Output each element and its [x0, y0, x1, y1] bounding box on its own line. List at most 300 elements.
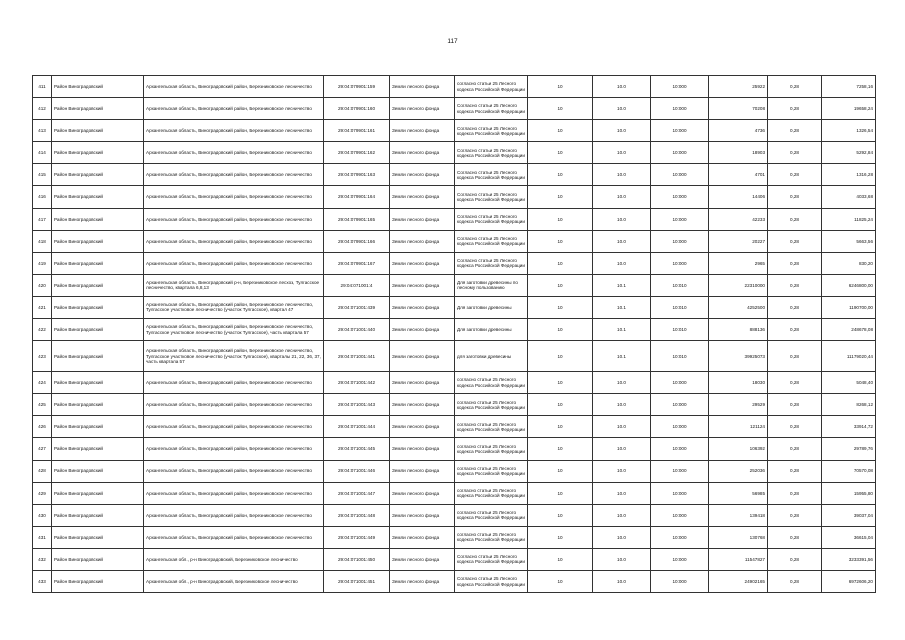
basis-cell: согласно статьи 25 Лесного кодекса Российской Федерации — [455, 438, 528, 460]
rate-cell: 0,28 — [768, 274, 822, 296]
table-row — [33, 274, 876, 296]
basis-cell: Согласно статьи 25 Лесного кодекса Российской Федерации — [455, 548, 528, 570]
table-row — [33, 319, 876, 341]
cadastral-number-cell: 29:04:079901:166 — [324, 230, 390, 252]
sum-cell: 5663,56 — [822, 230, 876, 252]
rate-cell: 0,28 — [768, 372, 822, 394]
rate-cell: 0,28 — [768, 164, 822, 186]
cadastral-number-cell: 29:04:071001:448 — [324, 504, 390, 526]
location-cell: Архангельская область, Виноградовский район, Березниковское лесничество, Тулгасское участковое лесничество (участок Тулгасское), часть квартала 57 — [144, 319, 324, 341]
land-category-cell: Земли лесного фонда — [390, 186, 455, 208]
row-number: 432 — [33, 548, 52, 570]
land-category-cell: Земли лесного фонда — [390, 504, 455, 526]
land-category-cell: Земли лесного фонда — [390, 526, 455, 548]
row-number: 419 — [33, 252, 52, 274]
rate-cell: 0,28 — [768, 526, 822, 548]
sum-cell: 6972606,20 — [822, 570, 876, 592]
code-cell: 10:000 — [651, 164, 709, 186]
area-cell: 2965 — [709, 252, 768, 274]
code-cell: 10.0 — [593, 76, 651, 98]
code-cell: 10.1 — [593, 274, 651, 296]
cadastral-number-cell: 29:04:071001:451 — [324, 570, 390, 592]
district-cell: Район Виноградовский — [52, 482, 144, 504]
sum-cell: 29789,76 — [822, 438, 876, 460]
table-row — [33, 296, 876, 318]
cadastral-number-cell: 29:04:079901:162 — [324, 142, 390, 164]
location-cell: Архангельская область, Виноградовский р-н, Березниковское лесхоз, Тулгасское лесничество, квартала 6,8,13 — [144, 274, 324, 296]
code-cell: 10 — [528, 164, 593, 186]
land-category-cell: Земли лесного фонда — [390, 372, 455, 394]
location-cell: Архангельская область, Виноградовский район, Березниковское лесничество — [144, 482, 324, 504]
district-cell: Район Виноградовский — [52, 186, 144, 208]
row-number: 421 — [33, 296, 52, 318]
basis-cell: Для заготовки древесины по лесному пользованию — [455, 274, 528, 296]
land-category-cell: Земли лесного фонда — [390, 142, 455, 164]
location-cell: Архангельская обл., р-н Виноградовский, Березниковское лесничество — [144, 548, 324, 570]
code-cell: 10:000 — [651, 230, 709, 252]
code-cell: 10.0 — [593, 548, 651, 570]
code-cell: 10 — [528, 482, 593, 504]
rate-cell: 0,28 — [768, 416, 822, 438]
basis-cell: Согласно статьи 25 Лесного кодекса Российской Федерации — [455, 120, 528, 142]
code-cell: 10:000 — [651, 372, 709, 394]
cadastral-number-cell: 29:04:071001:439 — [324, 296, 390, 318]
rate-cell: 0,28 — [768, 394, 822, 416]
location-cell: Архангельская область, Виноградовский район, Березниковское лесничество — [144, 252, 324, 274]
table-row — [33, 438, 876, 460]
cadastral-number-cell: 29:04:071001:449 — [324, 526, 390, 548]
table-row — [33, 570, 876, 592]
basis-cell: согласно статьи 25 Лесного кодекса Российской Федерации — [455, 460, 528, 482]
area-cell: 130768 — [709, 526, 768, 548]
cadastral-number-cell: 29:04:079901:159 — [324, 76, 390, 98]
row-number: 426 — [33, 416, 52, 438]
code-cell: 10.1 — [593, 319, 651, 341]
code-cell: 10 — [528, 372, 593, 394]
table-row — [33, 252, 876, 274]
land-register-table — [32, 75, 876, 593]
area-cell: 24902165 — [709, 570, 768, 592]
district-cell: Район Виноградовский — [52, 252, 144, 274]
area-cell: 121124 — [709, 416, 768, 438]
code-cell: 10 — [528, 319, 593, 341]
table-row — [33, 164, 876, 186]
location-cell: Архангельская обл., р-н Виноградовский, Березниковское лесничество — [144, 570, 324, 592]
cadastral-number-cell: 29:04:071001:445 — [324, 438, 390, 460]
code-cell: 10 — [528, 296, 593, 318]
cadastral-number-cell: 29:04:071001:444 — [324, 416, 390, 438]
sum-cell: 19658,24 — [822, 98, 876, 120]
district-cell: Район Виноградовский — [52, 341, 144, 372]
basis-cell: для заготовки древесины — [455, 341, 528, 372]
cadastral-number-cell: 29:04:071001:447 — [324, 482, 390, 504]
basis-cell: согласно статьи 25 Лесного кодекса Российской Федерации — [455, 76, 528, 98]
land-category-cell: Земли лесного фонда — [390, 208, 455, 230]
rate-cell: 0,28 — [768, 76, 822, 98]
rate-cell: 0,28 — [768, 570, 822, 592]
row-number: 425 — [33, 394, 52, 416]
basis-cell: Согласно статьи 25 Лесного кодекса Российской Федерации — [455, 142, 528, 164]
row-number: 420 — [33, 274, 52, 296]
district-cell: Район Виноградовский — [52, 548, 144, 570]
code-cell: 10:000 — [651, 526, 709, 548]
code-cell: 10 — [528, 274, 593, 296]
table-row — [33, 186, 876, 208]
location-cell: Архангельская область, Виноградовский район, Березниковское лесничество — [144, 76, 324, 98]
location-cell: Архангельская область, Виноградовский район, Березниковское лесничество — [144, 526, 324, 548]
table-row — [33, 230, 876, 252]
sum-cell: 5048,40 — [822, 372, 876, 394]
rate-cell: 0,28 — [768, 504, 822, 526]
sum-cell: 3233391,56 — [822, 548, 876, 570]
row-number: 416 — [33, 186, 52, 208]
location-cell: Архангельская область, Виноградовский район, Березниковское лесничество — [144, 186, 324, 208]
code-cell: 10 — [528, 208, 593, 230]
area-cell: 18903 — [709, 142, 768, 164]
cadastral-number-cell: 29:04:071001:4 — [324, 274, 390, 296]
code-cell: 10.1 — [593, 341, 651, 372]
district-cell: Район Виноградовский — [52, 142, 144, 164]
code-cell: 10 — [528, 526, 593, 548]
location-cell: Архангельская область, Виноградовский район, Березниковское лесничество — [144, 438, 324, 460]
location-cell: Архангельская область, Виноградовский район, Березниковское лесничество — [144, 416, 324, 438]
land-category-cell: Земли лесного фонда — [390, 164, 455, 186]
rate-cell: 0,28 — [768, 548, 822, 570]
row-number: 428 — [33, 460, 52, 482]
cadastral-number-cell: 29:04:071001:443 — [324, 394, 390, 416]
rate-cell: 0,28 — [768, 230, 822, 252]
basis-cell: согласно статьи 25 Лесного кодекса Российской Федерации — [455, 504, 528, 526]
row-number: 427 — [33, 438, 52, 460]
code-cell: 10.0 — [593, 252, 651, 274]
code-cell: 10 — [528, 504, 593, 526]
code-cell: 10 — [528, 341, 593, 372]
area-cell: 11547827 — [709, 548, 768, 570]
table-row — [33, 548, 876, 570]
code-cell: 10:000 — [651, 76, 709, 98]
rate-cell: 0,28 — [768, 482, 822, 504]
land-category-cell: Земли лесного фонда — [390, 98, 455, 120]
code-cell: 10.0 — [593, 98, 651, 120]
land-category-cell: Земли лесного фонда — [390, 319, 455, 341]
row-number: 418 — [33, 230, 52, 252]
code-cell: 10.0 — [593, 208, 651, 230]
area-cell: 20227 — [709, 230, 768, 252]
rate-cell: 0,28 — [768, 252, 822, 274]
district-cell: Район Виноградовский — [52, 76, 144, 98]
sum-cell: 70570,08 — [822, 460, 876, 482]
location-cell: Архангельская область, Виноградовский район, Березниковское лесничество — [144, 372, 324, 394]
code-cell: 10 — [528, 230, 593, 252]
rate-cell: 0,28 — [768, 186, 822, 208]
land-category-cell: Земли лесного фонда — [390, 570, 455, 592]
code-cell: 10.0 — [593, 120, 651, 142]
table-row — [33, 98, 876, 120]
code-cell: 10.0 — [593, 526, 651, 548]
district-cell: Район Виноградовский — [52, 120, 144, 142]
table-row — [33, 372, 876, 394]
basis-cell: согласно статьи 25 Лесного кодекса Российской Федерации — [455, 416, 528, 438]
row-number: 429 — [33, 482, 52, 504]
table-row — [33, 120, 876, 142]
cadastral-number-cell: 29:04:079901:161 — [324, 120, 390, 142]
district-cell: Район Виноградовский — [52, 504, 144, 526]
district-cell: Район Виноградовский — [52, 319, 144, 341]
rate-cell: 0,28 — [768, 319, 822, 341]
area-cell: 252036 — [709, 460, 768, 482]
land-category-cell: Земли лесного фонда — [390, 438, 455, 460]
location-cell: Архангельская область, Виноградовский район, Березниковское лесничество — [144, 142, 324, 164]
basis-cell: Согласно статьи 25 Лесного кодекса Российской Федерации — [455, 186, 528, 208]
rate-cell: 0,28 — [768, 208, 822, 230]
area-cell: 42233 — [709, 208, 768, 230]
code-cell: 10:000 — [651, 460, 709, 482]
sum-cell: 1326,54 — [822, 120, 876, 142]
row-number: 430 — [33, 504, 52, 526]
code-cell: 10:000 — [651, 548, 709, 570]
district-cell: Район Виноградовский — [52, 460, 144, 482]
table-row — [33, 341, 876, 372]
basis-cell: согласно статьи 25 Лесного кодекса Российской Федерации — [455, 526, 528, 548]
district-cell: Район Виноградовский — [52, 372, 144, 394]
area-cell: 14406 — [709, 186, 768, 208]
district-cell: Район Виноградовский — [52, 274, 144, 296]
table-row — [33, 526, 876, 548]
code-cell: 10.0 — [593, 438, 651, 460]
row-number: 423 — [33, 341, 52, 372]
area-cell: 29529 — [709, 394, 768, 416]
code-cell: 10 — [528, 438, 593, 460]
code-cell: 10 — [528, 570, 593, 592]
rate-cell: 0,28 — [768, 341, 822, 372]
code-cell: 10.0 — [593, 186, 651, 208]
location-cell: Архангельская область, Виноградовский район, Березниковское лесничество — [144, 120, 324, 142]
sum-cell: 1190700,00 — [822, 296, 876, 318]
district-cell: Район Виноградовский — [52, 230, 144, 252]
location-cell: Архангельская область, Виноградовский район, Березниковское лесничество — [144, 504, 324, 526]
basis-cell: согласно статьи 25 Лесного кодекса Российской Федерации — [455, 372, 528, 394]
district-cell: Район Виноградовский — [52, 438, 144, 460]
location-cell: Архангельская область, Виноградовский район, Березниковское лесничество, Тулгасское участковое лесничество (участок Тулгасское), кварталы 21, 22, 36, 37, часть квартала 57 — [144, 341, 324, 372]
sum-cell: 15955,80 — [822, 482, 876, 504]
area-cell: 39925073 — [709, 341, 768, 372]
area-cell: 70208 — [709, 98, 768, 120]
code-cell: 10:010 — [651, 274, 709, 296]
rate-cell: 0,28 — [768, 120, 822, 142]
code-cell: 10.0 — [593, 142, 651, 164]
cadastral-number-cell: 29:04:071001:450 — [324, 548, 390, 570]
basis-cell: Для заготовки древесины — [455, 296, 528, 318]
table-row — [33, 394, 876, 416]
code-cell: 10 — [528, 120, 593, 142]
row-number: 422 — [33, 319, 52, 341]
sum-cell: 11825,24 — [822, 208, 876, 230]
code-cell: 10:000 — [651, 438, 709, 460]
code-cell: 10:000 — [651, 142, 709, 164]
code-cell: 10:000 — [651, 570, 709, 592]
district-cell: Район Виноградовский — [52, 526, 144, 548]
rate-cell: 0,28 — [768, 460, 822, 482]
sum-cell: 7258,16 — [822, 76, 876, 98]
cadastral-number-cell: 29:04:079901:167 — [324, 252, 390, 274]
cadastral-number-cell: 29:04:071001:440 — [324, 319, 390, 341]
rate-cell: 0,28 — [768, 142, 822, 164]
sum-cell: 36615,04 — [822, 526, 876, 548]
land-category-cell: Земли лесного фонда — [390, 296, 455, 318]
district-cell: Район Виноградовский — [52, 208, 144, 230]
row-number: 424 — [33, 372, 52, 394]
cadastral-number-cell: 29:04:079901:165 — [324, 208, 390, 230]
basis-cell: Согласно статьи 25 Лесного кодекса Российской Федерации — [455, 252, 528, 274]
code-cell: 10:000 — [651, 504, 709, 526]
land-category-cell: Земли лесного фонда — [390, 460, 455, 482]
code-cell: 10 — [528, 252, 593, 274]
area-cell: 22310000 — [709, 274, 768, 296]
row-number: 417 — [33, 208, 52, 230]
basis-cell: Согласно статьи 25 Лесного кодекса Российской Федерации — [455, 570, 528, 592]
code-cell: 10 — [528, 98, 593, 120]
land-category-cell: Земли лесного фонда — [390, 394, 455, 416]
district-cell: Район Виноградовский — [52, 416, 144, 438]
row-number: 415 — [33, 164, 52, 186]
row-number: 412 — [33, 98, 52, 120]
basis-cell: Для заготовки древесины — [455, 319, 528, 341]
code-cell: 10:010 — [651, 341, 709, 372]
location-cell: Архангельская область, Виноградовский район, Березниковское лесничество — [144, 98, 324, 120]
cadastral-number-cell: 29:04:079901:164 — [324, 186, 390, 208]
code-cell: 10:010 — [651, 319, 709, 341]
location-cell: Архангельская область, Виноградовский район, Березниковское лесничество — [144, 208, 324, 230]
location-cell: Архангельская область, Виноградовский район, Березниковское лесничество — [144, 460, 324, 482]
cadastral-number-cell: 29:04:071001:441 — [324, 341, 390, 372]
code-cell: 10 — [528, 76, 593, 98]
code-cell: 10 — [528, 460, 593, 482]
cadastral-number-cell: 29:04:071001:446 — [324, 460, 390, 482]
code-cell: 10:000 — [651, 416, 709, 438]
code-cell: 10.0 — [593, 460, 651, 482]
area-cell: 18030 — [709, 372, 768, 394]
land-category-cell: Земли лесного фонда — [390, 416, 455, 438]
row-number: 431 — [33, 526, 52, 548]
table-row — [33, 416, 876, 438]
district-cell: Район Виноградовский — [52, 98, 144, 120]
district-cell: Район Виноградовский — [52, 296, 144, 318]
rate-cell: 0,28 — [768, 438, 822, 460]
code-cell: 10 — [528, 394, 593, 416]
row-number: 413 — [33, 120, 52, 142]
code-cell: 10:000 — [651, 482, 709, 504]
area-cell: 139418 — [709, 504, 768, 526]
land-category-cell: Земли лесного фонда — [390, 252, 455, 274]
code-cell: 10:000 — [651, 252, 709, 274]
sum-cell: 248678,08 — [822, 319, 876, 341]
code-cell: 10 — [528, 548, 593, 570]
sum-cell: 8268,12 — [822, 394, 876, 416]
area-cell: 4736 — [709, 120, 768, 142]
land-category-cell: Земли лесного фонда — [390, 482, 455, 504]
sum-cell: 5292,84 — [822, 142, 876, 164]
basis-cell: Согласно статьи 25 Лесного кодекса Российской Федерации — [455, 98, 528, 120]
land-category-cell: Земли лесного фонда — [390, 341, 455, 372]
cadastral-number-cell: 29:04:079901:160 — [324, 98, 390, 120]
land-category-cell: Земли лесного фонда — [390, 274, 455, 296]
sum-cell: 11179020,44 — [822, 341, 876, 372]
code-cell: 10 — [528, 186, 593, 208]
sum-cell: 830,20 — [822, 252, 876, 274]
code-cell: 10.0 — [593, 504, 651, 526]
code-cell: 10.0 — [593, 164, 651, 186]
area-cell: 888136 — [709, 319, 768, 341]
basis-cell: Согласно статьи 25 Лесного кодекса Российской Федерации — [455, 230, 528, 252]
district-cell: Район Виноградовский — [52, 394, 144, 416]
land-category-cell: Земли лесного фонда — [390, 120, 455, 142]
table-row — [33, 208, 876, 230]
cadastral-number-cell: 29:04:071001:442 — [324, 372, 390, 394]
rate-cell: 0,28 — [768, 296, 822, 318]
area-cell: 25922 — [709, 76, 768, 98]
row-number: 414 — [33, 142, 52, 164]
location-cell: Архангельская область, Виноградовский район, Березниковское лесничество — [144, 164, 324, 186]
code-cell: 10.0 — [593, 482, 651, 504]
sum-cell: 4033,68 — [822, 186, 876, 208]
code-cell: 10:000 — [651, 98, 709, 120]
basis-cell: Согласно статьи 25 Лесного кодекса Российской Федерации — [455, 208, 528, 230]
code-cell: 10.0 — [593, 416, 651, 438]
basis-cell: согласно статьи 25 Лесного кодекса Российской Федерации — [455, 394, 528, 416]
district-cell: Район Виноградовский — [52, 570, 144, 592]
code-cell: 10 — [528, 416, 593, 438]
table-row — [33, 76, 876, 98]
location-cell: Архангельская область, Виноградовский район, Березниковское лесничество, Тулгасское участковое лесничество (участок Тулгасское), квартал 47 — [144, 296, 324, 318]
district-cell: Район Виноградовский — [52, 164, 144, 186]
code-cell: 10:000 — [651, 208, 709, 230]
code-cell: 10:000 — [651, 120, 709, 142]
code-cell: 10:000 — [651, 186, 709, 208]
sum-cell: 39037,04 — [822, 504, 876, 526]
cadastral-number-cell: 29:04:079901:163 — [324, 164, 390, 186]
area-cell: 106392 — [709, 438, 768, 460]
sum-cell: 1316,28 — [822, 164, 876, 186]
area-cell: 4252500 — [709, 296, 768, 318]
land-category-cell: Земли лесного фонда — [390, 548, 455, 570]
basis-cell: согласно статьи 25 Лесного кодекса Российской Федерации — [455, 482, 528, 504]
row-number: 411 — [33, 76, 52, 98]
sum-cell: 6246800,00 — [822, 274, 876, 296]
table-row — [33, 482, 876, 504]
area-cell: 4701 — [709, 164, 768, 186]
land-category-cell: Земли лесного фонда — [390, 76, 455, 98]
row-number: 433 — [33, 570, 52, 592]
land-category-cell: Земли лесного фонда — [390, 230, 455, 252]
code-cell: 10.0 — [593, 570, 651, 592]
code-cell: 10.0 — [593, 230, 651, 252]
code-cell: 10:010 — [651, 296, 709, 318]
code-cell: 10 — [528, 142, 593, 164]
table-row — [33, 460, 876, 482]
location-cell: Архангельская область, Виноградовский район, Березниковское лесничество — [144, 230, 324, 252]
code-cell: 10.0 — [593, 372, 651, 394]
table-row — [33, 142, 876, 164]
basis-cell: Согласно статьи 25 Лесного кодекса Российской Федерации — [455, 164, 528, 186]
code-cell: 10:000 — [651, 394, 709, 416]
location-cell: Архангельская область, Виноградовский район, Березниковское лесничество — [144, 394, 324, 416]
code-cell: 10.1 — [593, 296, 651, 318]
area-cell: 56985 — [709, 482, 768, 504]
table-row — [33, 504, 876, 526]
sum-cell: 33914,72 — [822, 416, 876, 438]
rate-cell: 0,28 — [768, 98, 822, 120]
page-number: 117 — [447, 38, 458, 45]
